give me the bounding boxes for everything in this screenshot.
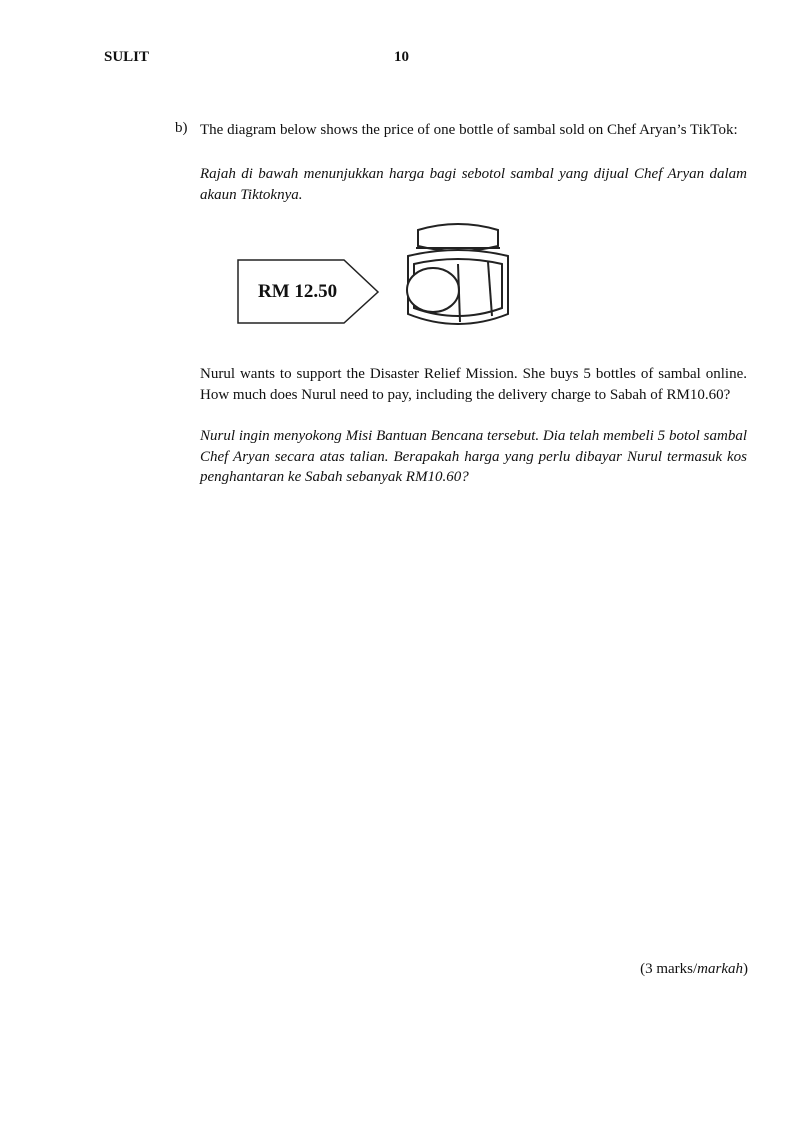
question-label: b)	[175, 120, 188, 136]
question-body-english: Nurul wants to support the Disaster Relief Mission. She buys 5 bottles of sambal online. How much does Nurul need to pay, including the delivery charge to Sabah of RM10.60?	[200, 366, 747, 403]
page-number: 10	[394, 49, 409, 65]
question-intro-malay: Rajah di bawah menunjukkan harga bagi sebotol sambal yang dijual Chef Aryan dalam akaun Tiktoknya.	[200, 166, 747, 203]
question-intro-english: The diagram below shows the price of one bottle of sambal sold on Chef Aryan’s TikTok:	[200, 122, 738, 138]
marks-italic: markah	[697, 961, 743, 977]
marks-allocation	[640, 961, 748, 978]
sambal-jar-icon	[407, 224, 508, 324]
marks-prefix: (3 marks/	[640, 961, 698, 977]
marks-suffix: )	[743, 961, 748, 977]
header-sulit: SULIT	[104, 49, 150, 65]
sambal-price-figure	[236, 216, 526, 336]
price-tag-text: RM 12.50	[258, 281, 338, 302]
question-body-malay: Nurul ingin menyokong Misi Bantuan Bencana tersebut. Dia telah membeli 5 botol sambal Chef Aryan secara atas talian. Berapakah harga yang perlu dibayar Nurul termasuk kos penghantaran ke Sabah sebanyak RM10.60?	[200, 428, 747, 485]
